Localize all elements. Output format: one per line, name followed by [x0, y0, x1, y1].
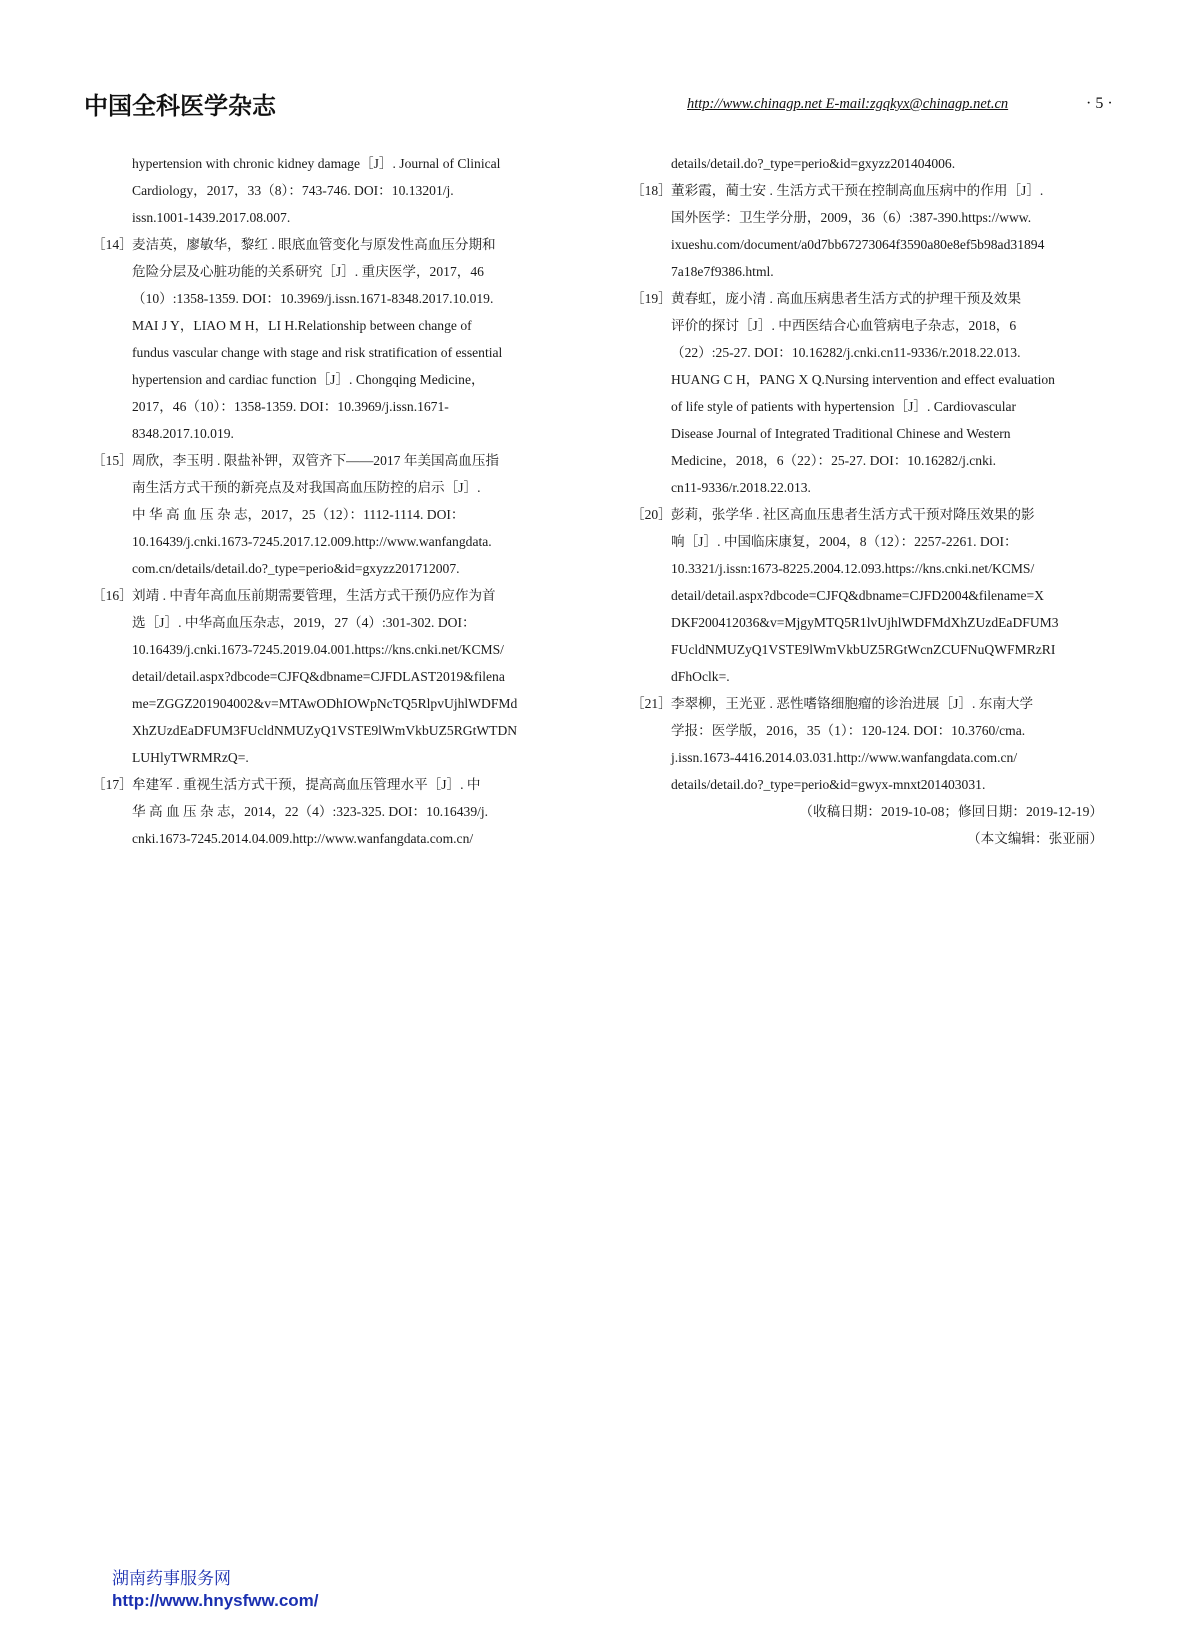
page-header — [0, 0, 1200, 130]
right-column — [631, 150, 1125, 852]
page-number: · 5 · — [1086, 95, 1113, 112]
reference-line: detail/detail.aspx?dbcode=CJFQ&dbname=CJFD2004&filename=X — [671, 588, 1044, 603]
reference-line: 10.3321/j.issn:1673-8225.2004.12.093.https://kns.cnki.net/KCMS/ — [671, 561, 1035, 576]
reference-line: 2017，46（10）：1358-1359. DOI：10.3969/j.issn.1671- — [132, 399, 449, 414]
reference-line: 8348.2017.10.019. — [132, 426, 234, 441]
reference-17 — [92, 771, 584, 852]
reference-number: ［20］ — [631, 507, 672, 522]
reference-line: hypertension with chronic kidney damage［J］. Journal of Clinical — [132, 156, 501, 171]
reference-20 — [631, 501, 1125, 690]
reference-line: j.issn.1673-4416.2014.03.031.http://www.wanfangdata.com.cn/ — [671, 750, 1018, 765]
reference-number: ［16］ — [92, 588, 133, 603]
editor-credit: （本文编辑：张亚丽） — [967, 831, 1103, 846]
reference-line: 黄春虹，庞小清 . 高血压病患者生活方式的护理干预及效果 — [671, 291, 1022, 306]
footer-site-link[interactable]: http://www.hnysfww.com/ — [112, 1591, 319, 1610]
reference-line: 评价的探讨［J］. 中西医结合心血管病电子杂志，2018，6 — [671, 318, 1017, 333]
reference-number: ［19］ — [631, 291, 672, 306]
reference-line: 华 高 血 压 杂 志，2014，22（4）:323-325. DOI：10.16439/j. — [132, 804, 489, 819]
reference-number: ［15］ — [92, 453, 133, 468]
reference-line: com.cn/details/detail.do?_type=perio&id=gxyzz201712007. — [132, 561, 460, 576]
left-column — [92, 150, 584, 852]
reference-line: DKF200412036&v=MjgyMTQ5R1lvUjhlWDFMdXhZUzdEaDFUM3 — [671, 615, 1059, 630]
reference-line: cn11-9336/r.2018.22.013. — [671, 480, 811, 495]
reference-line: 7a18e7f9386.html. — [671, 264, 774, 279]
reference-line: 选［J］. 中华高血压杂志，2019，27（4）:301-302. DOI： — [132, 615, 476, 630]
reference-line: ixueshu.com/document/a0d7bb67273064f3590a80e8ef5b98ad31894 — [671, 237, 1045, 252]
reference-line: MAI J Y，LIAO M H，LI H.Relationship between change of — [132, 318, 472, 333]
reference-line: 响［J］. 中国临床康复，2004，8（12）：2257-2261. DOI： — [671, 534, 1018, 549]
reference-line: Medicine，2018，6（22）：25-27. DOI：10.16282/j.cnki. — [671, 453, 997, 468]
reference-line: cnki.1673-7245.2014.04.009.http://www.wanfangdata.com.cn/ — [132, 831, 474, 846]
reference-number: ［21］ — [631, 696, 672, 711]
reference-19 — [631, 285, 1125, 501]
reference-line: 10.16439/j.cnki.1673-7245.2017.12.009.http://www.wanfangdata. — [132, 534, 492, 549]
reference-line: 麦洁英，廖敏华，黎红 . 眼底血管变化与原发性高血压分期和 — [132, 237, 496, 252]
journal-contact-link[interactable]: http://www.chinagp.net E-mail:zgqkyx@chinagp.net.cn — [687, 96, 1009, 112]
reference-line: FUcldNMUZyQ1VSTE9lWmVkbUZ5RGtWcnZCUFNuQWFMRzRI — [671, 642, 1056, 657]
reference-14 — [92, 231, 584, 447]
reference-line: （10）:1358-1359. DOI：10.3969/j.issn.1671-8348.2017.10.019. — [132, 291, 494, 306]
reference-line: 危险分层及心脏功能的关系研究［J］. 重庆医学，2017，46 — [132, 264, 484, 279]
received-dates: （收稿日期：2019-10-08；修回日期：2019-12-19） — [799, 804, 1103, 819]
reference-line: Disease Journal of Integrated Traditional Chinese and Western — [671, 426, 1011, 441]
reference-line: 国外医学：卫生学分册，2009，36（6）:387-390.https://www. — [671, 210, 1032, 225]
reference-line: Cardiology，2017，33（8）：743-746. DOI：10.13201/j. — [132, 183, 454, 198]
reference-line: details/detail.do?_type=perio&id=gxyzz201404006. — [671, 156, 956, 171]
footer-watermark — [112, 1568, 319, 1612]
reference-line: 学报：医学版，2016，35（1）：120-124. DOI：10.3760/cma. — [671, 723, 1026, 738]
reference-number: ［14］ — [92, 237, 133, 252]
journal-title: 中国全科医学杂志 — [84, 92, 276, 120]
reference-15 — [92, 447, 584, 582]
reference-line: fundus vascular change with stage and risk stratification of essential — [132, 345, 503, 360]
reference-number: ［18］ — [631, 183, 672, 198]
reference-line: （22）:25-27. DOI：10.16282/j.cnki.cn11-9336/r.2018.22.013. — [671, 345, 1021, 360]
reference-18 — [631, 177, 1125, 285]
reference-line: 彭莉，张学华 . 社区高血压患者生活方式干预对降压效果的影 — [671, 507, 1035, 522]
reference-number: ［17］ — [92, 777, 133, 792]
reference-line: 南生活方式干预的新亮点及对我国高血压防控的启示［J］. — [132, 480, 481, 495]
reference-line: issn.1001-1439.2017.08.007. — [132, 210, 291, 225]
footer-site-name: 湖南药事服务网 — [112, 1569, 231, 1589]
reference-line: hypertension and cardiac function［J］. Chongqing Medicine， — [132, 372, 485, 387]
reference-line: XhZUzdEaDFUM3FUcldNMUZyQ1VSTE9lWmVkbUZ5RGtWTDN — [132, 723, 518, 738]
reference-line: 刘靖 . 中青年高血压前期需要管理，生活方式干预仍应作为首 — [132, 588, 496, 603]
reference-line: HUANG C H，PANG X Q.Nursing intervention and effect evaluation — [671, 372, 1055, 387]
reference-continuation — [631, 150, 1125, 177]
reference-line: detail/detail.aspx?dbcode=CJFQ&dbname=CJFDLAST2019&filena — [132, 669, 505, 684]
reference-21 — [631, 690, 1125, 798]
reference-line: 中 华 高 血 压 杂 志，2017，25（12）：1112-1114. DOI： — [132, 507, 465, 522]
reference-continuation — [92, 150, 584, 231]
reference-line: dFhOclk=. — [671, 669, 730, 684]
reference-line: LUHlyTWRMRzQ=. — [132, 750, 249, 765]
reference-line: details/detail.do?_type=perio&id=gwyx-mnxt201403031. — [671, 777, 986, 792]
reference-line: 牟建军 . 重视生活方式干预，提高高血压管理水平［J］. 中 — [132, 777, 481, 792]
reference-line: 董彩霞，蔺士安 . 生活方式干预在控制高血压病中的作用［J］. — [671, 183, 1044, 198]
reference-line: 李翠柳，王光亚 . 恶性嗜铬细胞瘤的诊治进展［J］. 东南大学 — [671, 696, 1034, 711]
reference-line: 周欣，李玉明 . 限盐补钾，双管齐下——2017 年美国高血压指 — [132, 453, 500, 468]
reference-line: of life style of patients with hypertension［J］. Cardiovascular — [671, 399, 1017, 414]
reference-line: 10.16439/j.cnki.1673-7245.2019.04.001.https://kns.cnki.net/KCMS/ — [132, 642, 504, 657]
reference-line: me=ZGGZ201904002&v=MTAwODhIOWpNcTQ5RlpvUjhlWDFMd — [132, 696, 518, 711]
reference-16 — [92, 582, 584, 771]
